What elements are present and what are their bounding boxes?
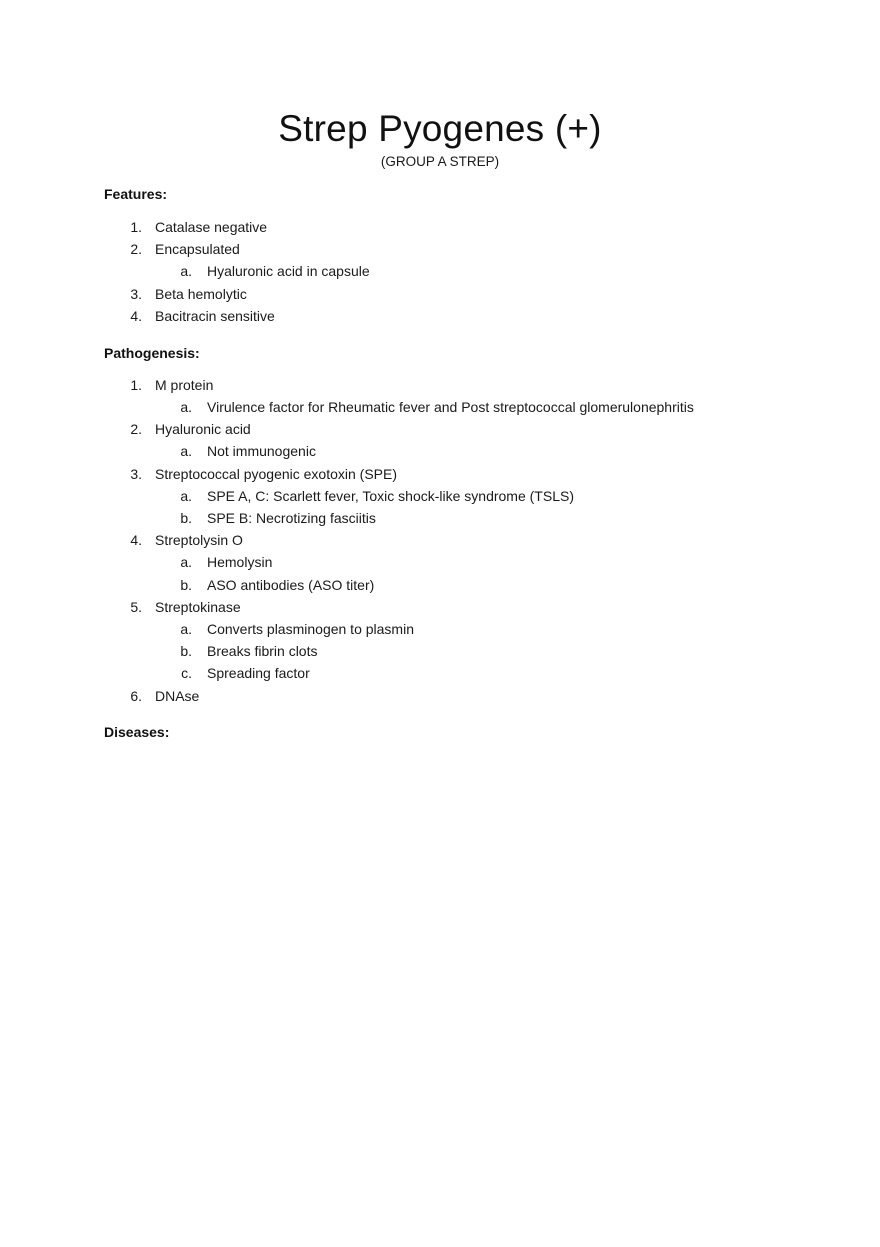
sub-list-item-text: Spreading factor bbox=[207, 665, 310, 681]
list-marker: 5. bbox=[130, 599, 142, 615]
list-marker: 1. bbox=[130, 219, 142, 235]
sub-list-marker: a. bbox=[180, 554, 192, 570]
sub-list-item-text: Not immunogenic bbox=[207, 443, 316, 459]
sub-list-item-text: Hyaluronic acid in capsule bbox=[207, 263, 370, 279]
sub-list-marker: a. bbox=[180, 399, 192, 415]
sub-list-item-text: Breaks fibrin clots bbox=[207, 643, 318, 659]
sub-list-item-text: SPE B: Necrotizing fasciitis bbox=[207, 510, 376, 526]
list-item-text: Streptococcal pyogenic exotoxin (SPE) bbox=[155, 466, 398, 482]
list-marker: 3. bbox=[130, 466, 142, 482]
sub-list-marker: c. bbox=[181, 665, 192, 681]
list-item-text: DNAse bbox=[155, 688, 200, 704]
sub-list-marker: b. bbox=[180, 577, 192, 593]
sub-list-item-text: SPE A, C: Scarlett fever, Toxic shock-like syndrome (TSLS) bbox=[207, 488, 574, 504]
page-title: Strep Pyogenes (+) bbox=[278, 108, 602, 149]
list-item-text: Beta hemolytic bbox=[155, 286, 247, 302]
list-item-text: Streptolysin O bbox=[155, 532, 243, 548]
list-marker: 4. bbox=[130, 308, 142, 324]
list-marker: 6. bbox=[130, 688, 142, 704]
list-marker: 4. bbox=[130, 532, 142, 548]
list-item-text: Encapsulated bbox=[155, 241, 240, 257]
sub-list-item-text: Hemolysin bbox=[207, 554, 273, 570]
sub-list-marker: a. bbox=[180, 621, 192, 637]
list-item-text: M protein bbox=[155, 377, 214, 393]
list-item-text: Bacitracin sensitive bbox=[155, 308, 275, 324]
list-item-text: Hyaluronic acid bbox=[155, 421, 251, 437]
sub-list-marker: b. bbox=[180, 643, 192, 659]
page-subtitle: (GROUP A STREP) bbox=[380, 154, 500, 169]
sub-list-item-text: ASO antibodies (ASO titer) bbox=[207, 577, 375, 593]
sub-list-marker: a. bbox=[180, 443, 192, 459]
sub-list-item-text: Converts plasminogen to plasmin bbox=[207, 621, 414, 637]
pathogenesis-heading: Pathogenesis: bbox=[104, 345, 200, 361]
list-item-text: Streptokinase bbox=[155, 599, 241, 615]
sub-list-marker: a. bbox=[180, 263, 192, 279]
sub-list-marker: b. bbox=[180, 510, 192, 526]
list-marker: 1. bbox=[130, 377, 142, 393]
list-item-text: Catalase negative bbox=[155, 219, 268, 235]
list-marker: 2. bbox=[130, 241, 142, 257]
features-heading: Features: bbox=[104, 186, 168, 202]
sub-list-item-text: Virulence factor for Rheumatic fever and Post streptococcal glomerulonephritis bbox=[207, 399, 694, 415]
list-marker: 2. bbox=[130, 421, 142, 437]
diseases-heading: Diseases: bbox=[104, 724, 170, 740]
list-marker: 3. bbox=[130, 286, 142, 302]
sub-list-marker: a. bbox=[180, 488, 192, 504]
